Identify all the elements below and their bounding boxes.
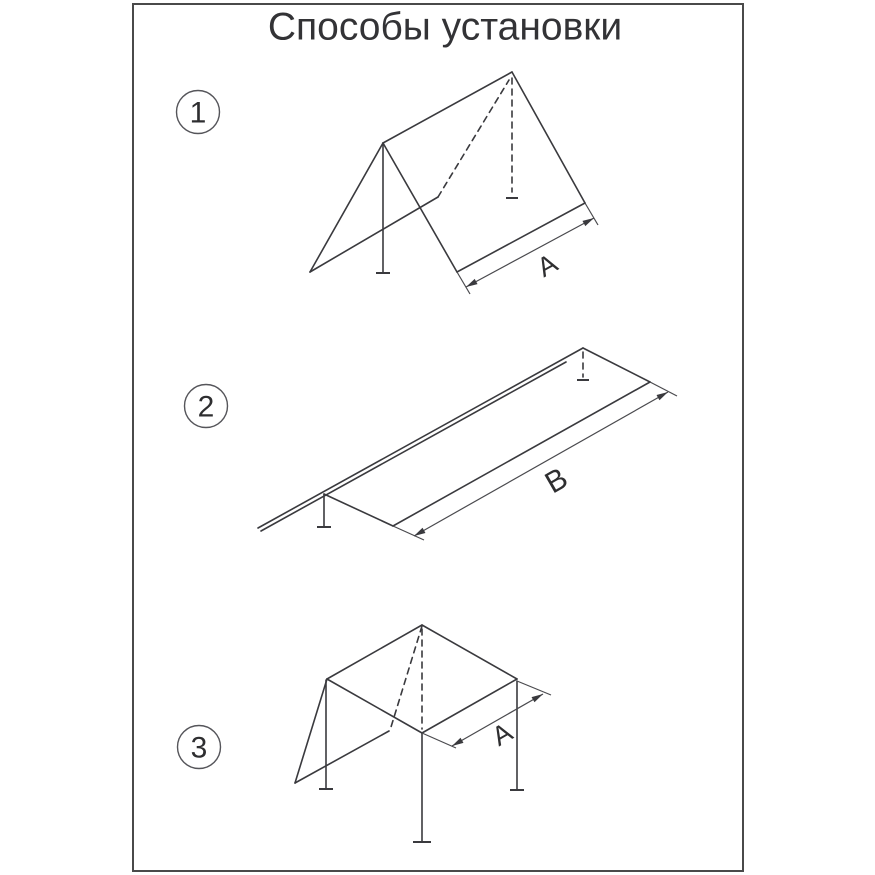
page-title: Способы установки bbox=[267, 5, 623, 49]
figure-3-number: 3 bbox=[190, 731, 208, 765]
figure-2-number: 2 bbox=[197, 390, 215, 424]
fig2-dimension-label: B bbox=[539, 461, 574, 501]
page-frame bbox=[133, 4, 743, 871]
figure-1-number: 1 bbox=[189, 96, 207, 130]
fig3-dimension-label: A bbox=[486, 716, 518, 752]
fig1-dimension-label: A bbox=[532, 247, 563, 283]
